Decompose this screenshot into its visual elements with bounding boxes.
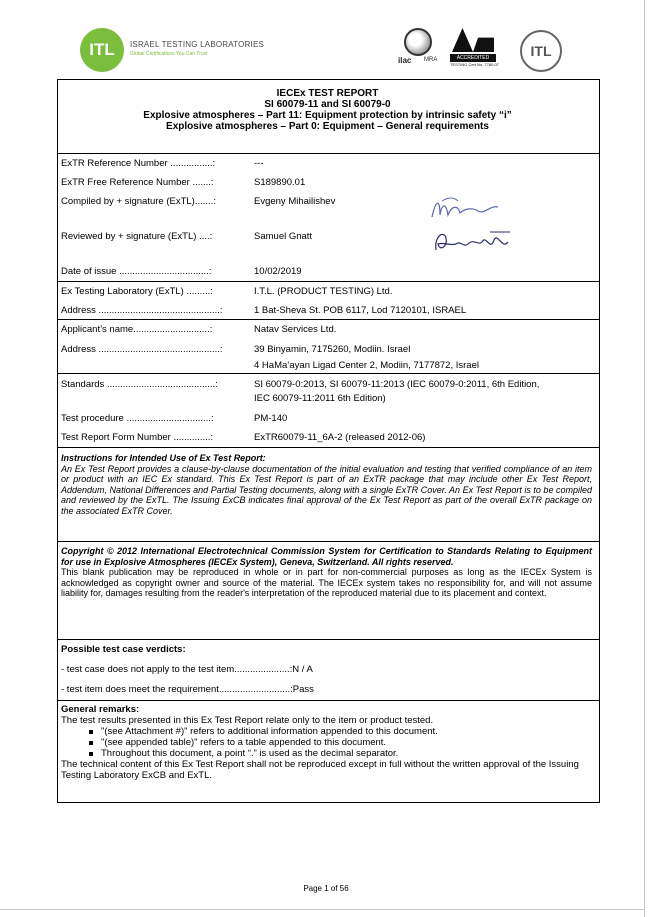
verdicts-title: Possible test case verdicts: [61, 644, 186, 655]
itl-company-name: ISRAEL TESTING LABORATORIES [130, 40, 265, 49]
test-report-form-label: Test Report Form Number ..............: [61, 432, 214, 443]
applicant-address-line1: 39 Binyamin, 7175260, Modiin. Israel [254, 344, 411, 355]
accreditation-logos [398, 28, 508, 72]
report-standards: SI 60079-11 and SI 60079-0 [264, 99, 391, 110]
test-report-form-value: ExTR60079-11_6A-2 (released 2012-06) [254, 432, 426, 443]
ilac-globe-icon [404, 28, 432, 56]
divider [57, 639, 600, 640]
compiled-by-value: Evgeny Mihailishev [254, 196, 336, 207]
divider [57, 153, 600, 154]
standards-line2: IEC 60079-11:2011 6th Edition) [254, 393, 386, 404]
extr-free-reference-value: S189890.01 [254, 177, 306, 188]
itl-logo [80, 28, 265, 72]
reviewer-signature [430, 226, 518, 256]
compiler-signature [428, 195, 506, 223]
general-remarks-title: General remarks: [61, 704, 140, 715]
list-item: "(see Attachment #)" refers to additional information appended to this document. [101, 726, 592, 737]
copyright-section [61, 546, 592, 599]
date-of-issue-label: Date of issue ..................................: [61, 266, 212, 277]
instructions-section [61, 453, 592, 516]
test-procedure-label: Test procedure ................................: [61, 413, 214, 424]
general-remarks-intro: The test results presented in this Ex Test Report relate only to the item or product tested. [61, 715, 434, 726]
standards-line1: SI 60079-0:2013, SI 60079-11:2013 (IEC 60079-0:2011, 6th Edition, [254, 379, 540, 390]
testing-lab-value: I.T.L. (PRODUCT TESTING) Ltd. [254, 286, 393, 297]
page-edge [0, 909, 645, 910]
itl-badge-logo: ITL [520, 30, 562, 72]
divider [57, 319, 600, 320]
divider [57, 373, 600, 374]
general-remarks-closing: The technical content of this Ex Test Report shall not be reproduced except in full without the written approval of the Issuing Testing Laboratory ExCB and ExTL. [61, 759, 579, 781]
page-number: Page 1 of 56 [303, 884, 349, 893]
extr-free-reference-label: ExTR Free Reference Number .......: [61, 177, 214, 188]
standards-label: Standards .........................................: [61, 379, 218, 390]
report-subtitle-part0: Explosive atmospheres – Part 0: Equipment – General requirements [166, 121, 489, 132]
verdict-na-line: - test case does not apply to the test item.....................:N / A [61, 664, 313, 675]
copyright-title: Copyright © 2012 International Electrotechnical Commission System for Certification to Standards Relating to Equipment for use in Explosive Atmospheres (IECEx System), Geneva, Switzerland. All rights reserved. [61, 546, 592, 567]
ilac-logo-text: ilac [398, 56, 412, 65]
report-heading [57, 88, 598, 132]
applicant-address-label: Address ..............................................: [61, 344, 223, 355]
compiled-by-label: Compiled by + signature (ExTL).......: [61, 196, 216, 207]
general-remarks-section [61, 704, 592, 781]
divider [57, 541, 600, 542]
reviewed-by-value: Samuel Gnatt [254, 231, 313, 242]
divider [57, 447, 600, 448]
applicant-name-value: Natav Services Ltd. [254, 324, 337, 335]
lab-address-value: 1 Bat-Sheva St. POB 6117, Lod 7120101, ISRAEL [254, 305, 467, 316]
accredited-cert-number: TESTING Cert No. 7780.07 [450, 62, 499, 67]
report-subtitle-part11: Explosive atmospheres – Part 11: Equipment protection by intrinsic safety “i” [143, 110, 512, 121]
verdict-pass-line: - test item does meet the requirement...........................:Pass [61, 684, 314, 695]
lab-address-label: Address ..............................................: [61, 305, 223, 316]
list-item: Throughout this document, a point “.” is used as the decimal separator. [101, 748, 592, 759]
a2la-mark-icon [452, 28, 494, 52]
itl-logo-mark: ITL [80, 28, 124, 72]
reviewed-by-label: Reviewed by + signature (ExTL) ....: [61, 231, 213, 242]
ilac-mra-text: MRA [424, 57, 438, 63]
instructions-body: An Ex Test Report provides a clause-by-clause documentation of the initial evaluation and testing that verified compliance of an item or product with an IEC Ex standard. This Ex Test Report is part of an ExTR package that may include other Ex Test Report, Addendum, National Differences and Partial Testing documents, along with a single ExTR Cover. An Ex Test Report is to be compiled and reviewed by the ExTL. The Issuing ExCB indicates final approval of the Ex Test Report as part of the overall ExTR package on the associated ExTR Cover. [61, 463, 592, 516]
testing-lab-label: Ex Testing Laboratory (ExTL) .........: [61, 286, 213, 297]
itl-tagline: Global Certifications You Can Trust [130, 51, 208, 57]
test-procedure-value: PM-140 [254, 413, 288, 424]
extr-reference-value: --- [254, 158, 264, 169]
accredited-label: ACCREDITED [450, 54, 496, 62]
applicant-name-label: Applicant’s name.............................: [61, 324, 213, 335]
date-of-issue-value: 10/02/2019 [254, 266, 302, 277]
list-item: "(see appended table)" refers to a table appended to this document. [101, 737, 592, 748]
page-edge [644, 0, 645, 917]
divider [57, 281, 600, 282]
extr-reference-label: ExTR Reference Number ................: [61, 158, 216, 169]
report-title: IECEx TEST REPORT [276, 88, 379, 99]
instructions-title: Instructions for Intended Use of Ex Test Report: [61, 453, 266, 463]
applicant-address-line2: 4 HaMa’ayan Ligad Center 2, Modiin, 7177872, Israel [254, 360, 479, 371]
general-remarks-list [61, 726, 592, 759]
copyright-body: This blank publication may be reproduced in whole or in part for non-commercial purposes as long as the IECEx System is acknowledged as copyright owner and source of the material. The IECEx system takes no responsibility for, and will not assume liability for, damages resulting from the reader's interpretation of the reproduced material due to its placement and context. [61, 567, 592, 598]
